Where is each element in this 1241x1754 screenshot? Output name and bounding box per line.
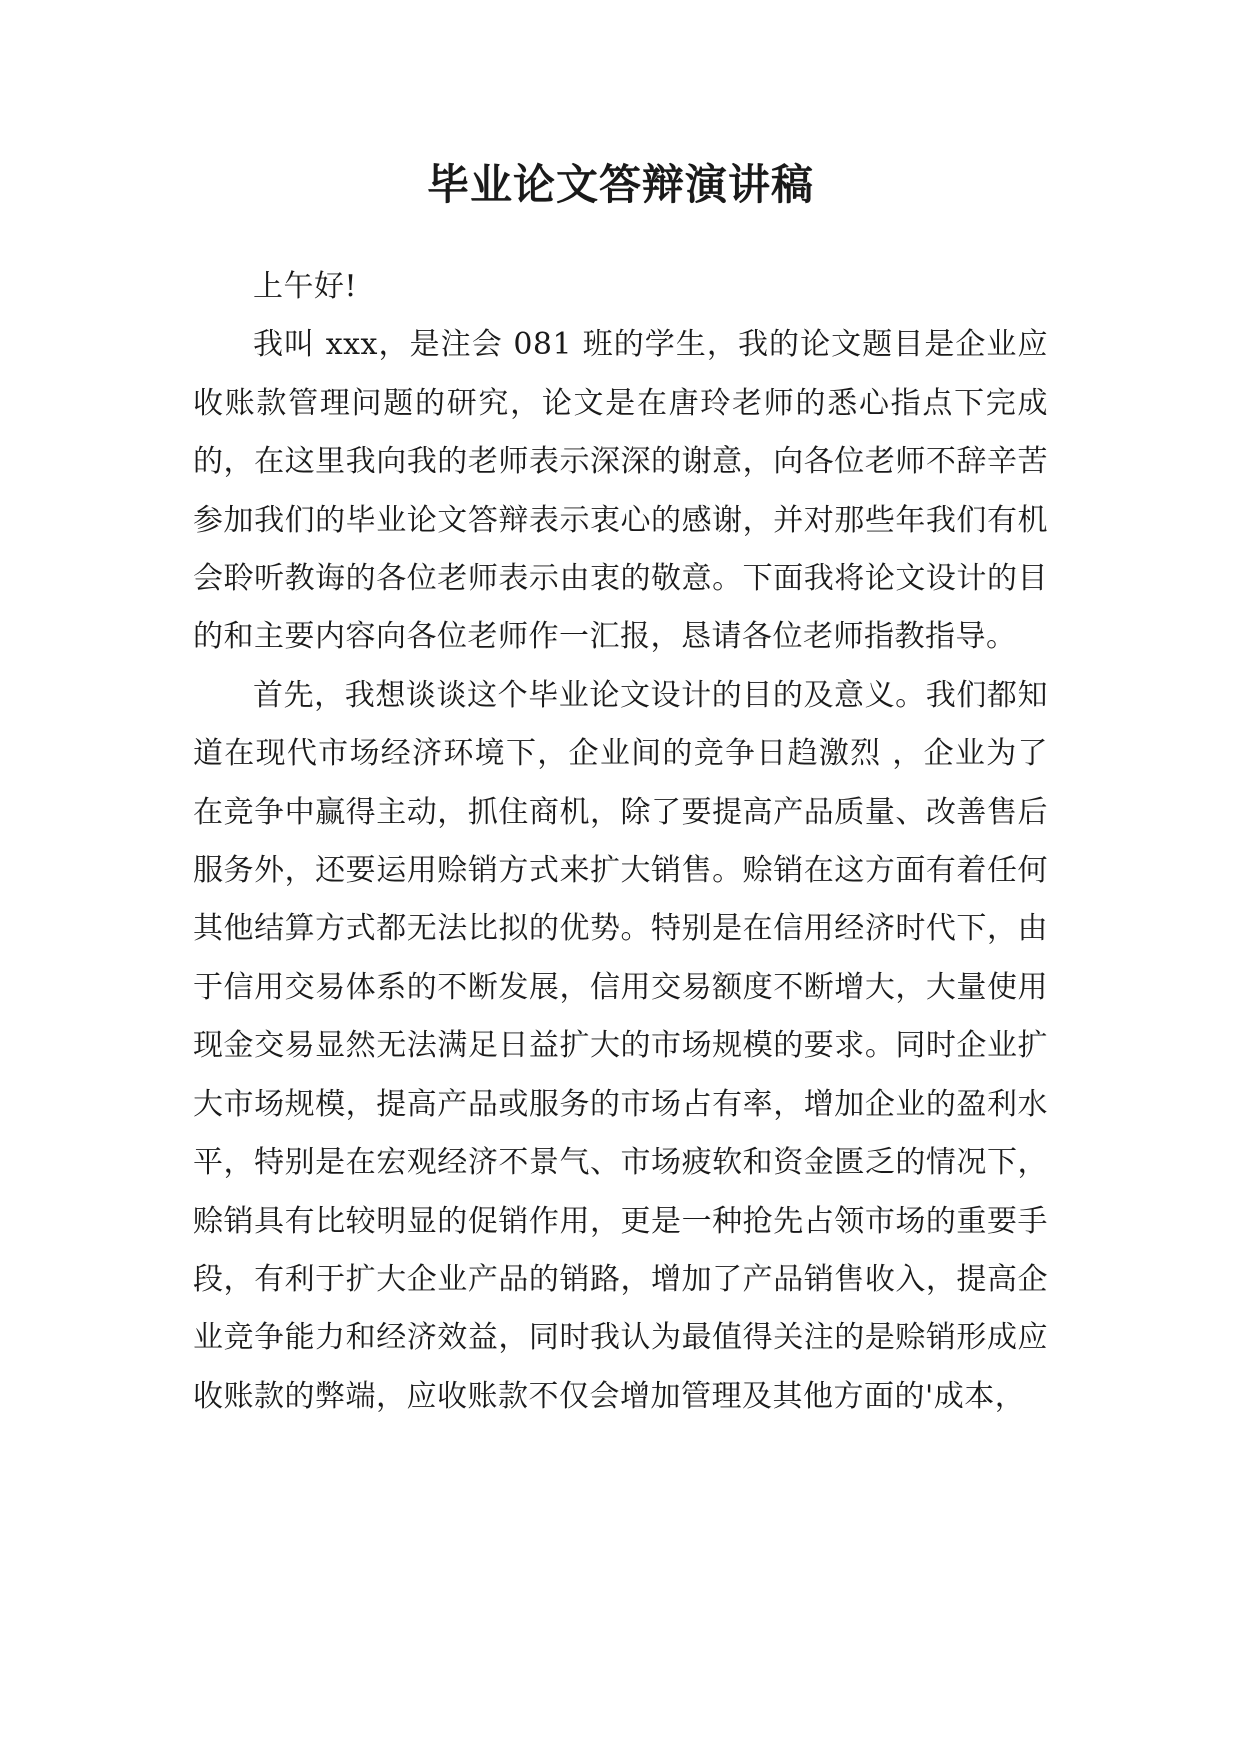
introduction-paragraph: 我叫 xxx，是注会 081 班的学生，我的论文题目是企业应收账款管理问题的研究，论文是在唐玲老师的悉心指点下完成的，在这里我向我的老师表示深深的谢意，向各位老师不辞辛苦参加我们的毕业论文答辩表示衷心的感谢，并对那些年我们有机会聆听教诲的各位老师表示由衷的敬意。下面我将论文设计的目的和主要内容向各位老师作一汇报，恳请各位老师指教指导。 [193,327,1048,655]
document-body [193,258,1048,1426]
document-title: 毕业论文答辩演讲稿 [426,160,814,209]
greeting-paragraph: 上午好! [253,269,358,304]
purpose-paragraph: 首先，我想谈谈这个毕业论文设计的目的及意义。我们都知道在现代市场经济环境下，企业间的竞争日趋激烈 ，企业为了在竞争中赢得主动，抓住商机，除了要提高产品质量、改善售后服务外，还要运用赊销方式来扩大销售。赊销在这方面有着任何其他结算方式都无法比拟的优势。特别是在信用经济时代下，由于信用交易体系的不断发展，信用交易额度不断增大，大量使用现金交易显然无法满足日益扩大的市场规模的要求。同时企业扩大市场规模，提高产品或服务的市场占有率，增加企业的盈利水平，特别是在宏观经济不景气、市场疲软和资金匮乏的情况下，赊销具有比较明显的促销作用，更是一种抢先占领市场的重要手段，有利于扩大企业产品的销路，增加了产品销售收入，提高企业竞争能力和经济效益，同时我认为最值得关注的是赊销形成应收账款的弊端，应收账款不仅会增加管理及其他方面的'成本， [193,677,1048,1414]
